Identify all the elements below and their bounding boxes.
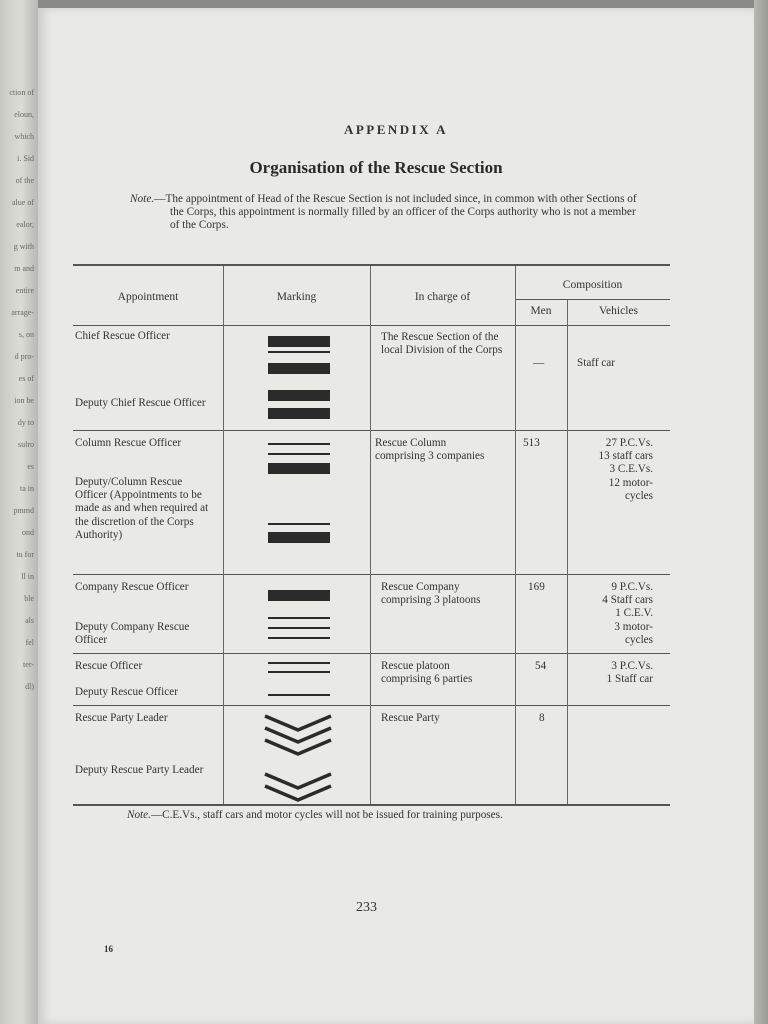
appointment-cell: Deputy/Column Rescue Officer (Appointments to be made as and when required at the discretion of the Corps Authority) xyxy=(75,476,209,541)
rank-bar xyxy=(268,363,330,374)
rank-stripe xyxy=(268,617,330,619)
left-page-fragment: entire xyxy=(15,286,34,295)
vehicles-cell xyxy=(569,581,653,647)
rank-stripe xyxy=(268,351,330,353)
in-charge-cell: The Rescue Section of the local Division of the Corps xyxy=(381,331,503,357)
left-page-fragment: m and xyxy=(14,264,34,273)
column-rule xyxy=(370,266,371,804)
rank-bar xyxy=(268,336,330,347)
left-page-fragment: ter- xyxy=(23,660,34,669)
left-page-fragment: which xyxy=(14,132,34,141)
vehicle-line: 13 staff cars xyxy=(598,450,653,463)
vehicle-line: cycles xyxy=(625,633,653,646)
organisation-table xyxy=(73,264,670,806)
left-page-fragment: dy to xyxy=(17,418,34,427)
header-men: Men xyxy=(530,305,552,317)
in-charge-cell: Rescue Column comprising 3 companies xyxy=(375,437,485,463)
note-text: —The appointment of Head of the Rescue Section is not included since, in common with other Sections of the Corps, this appointment is normally filled by an officer of the Corps authority who is not a member of the Corps. xyxy=(154,193,637,231)
appointment-cell: Column Rescue Officer xyxy=(75,437,182,449)
in-charge-cell: Rescue Party xyxy=(381,712,440,724)
chevron-triple-icon xyxy=(263,714,333,758)
book-page xyxy=(38,8,754,1024)
right-page-edge xyxy=(754,0,768,1024)
left-page-fragment: ta in xyxy=(20,484,34,493)
row-rule xyxy=(73,653,670,654)
left-page-fragment: eloun, xyxy=(14,110,34,119)
left-page-fragment: ble xyxy=(24,594,34,603)
header-rule xyxy=(73,325,670,326)
left-page-fragment: d pro- xyxy=(14,352,34,361)
column-rule xyxy=(223,266,224,804)
rank-stripe xyxy=(268,671,330,673)
row-rule xyxy=(73,430,670,431)
left-page-fragment: dl) xyxy=(25,682,34,691)
left-page-fragment: ond xyxy=(22,528,34,537)
vehicle-line: 12 motor- xyxy=(608,476,653,489)
left-page-fragment: of the xyxy=(15,176,34,185)
page-title: Organisation of the Rescue Section xyxy=(249,158,503,177)
left-page-fragment: g with xyxy=(13,242,34,251)
rank-bar xyxy=(268,463,330,474)
men-cell: 8 xyxy=(539,712,545,724)
appointment-cell: Rescue Party Leader xyxy=(75,712,168,724)
men-cell: 513 xyxy=(523,437,540,449)
vehicle-line: 9 P.C.Vs. xyxy=(611,581,653,593)
appointment-cell: Chief Rescue Officer xyxy=(75,330,170,342)
appointment-cell: Deputy Rescue Party Leader xyxy=(75,764,204,776)
header-composition: Composition xyxy=(562,279,623,291)
header-in-charge-of: In charge of xyxy=(414,291,471,303)
left-page-fragment: es of xyxy=(18,374,34,383)
rank-stripe xyxy=(268,694,330,696)
appointment-cell: Company Rescue Officer xyxy=(75,581,189,593)
bottom-note xyxy=(127,809,503,821)
vehicle-line: 27 P.C.Vs. xyxy=(605,437,653,449)
column-rule xyxy=(515,266,516,804)
vehicle-line: 4 Staff cars xyxy=(602,594,653,607)
left-page-fragment: als xyxy=(25,616,34,625)
left-page-fragment: ealor, xyxy=(16,220,34,229)
vehicle-line: 3 motor- xyxy=(614,620,653,633)
in-charge-cell: Rescue Company comprising 3 platoons xyxy=(381,581,481,607)
rank-bar xyxy=(268,590,330,601)
signature-mark: 16 xyxy=(104,944,113,954)
note-label: Note. xyxy=(127,809,151,821)
table-bottom-rule xyxy=(73,804,670,806)
table-top-rule xyxy=(73,264,670,266)
appointment-cell: Rescue Officer xyxy=(75,660,143,672)
header-appointment: Appointment xyxy=(117,291,179,303)
men-cell: 169 xyxy=(528,581,545,593)
left-page-fragment: arrage- xyxy=(11,308,34,317)
rank-stripe xyxy=(268,453,330,455)
left-page-fragment: ion be xyxy=(14,396,34,405)
rank-bar xyxy=(268,532,330,543)
left-page-edge xyxy=(0,0,38,1024)
men-cell: 54 xyxy=(535,660,547,672)
vehicles-cell: Staff car xyxy=(577,357,615,369)
vehicles-cell xyxy=(569,660,653,686)
in-charge-cell: Rescue platoon comprising 6 parties xyxy=(381,660,473,686)
vehicle-line: 3 C.E.Vs. xyxy=(609,463,653,476)
left-page-fragment: pmmd xyxy=(13,506,34,515)
note-label: Note. xyxy=(130,193,155,205)
header-marking: Marking xyxy=(276,291,317,303)
appointment-cell: Deputy Chief Rescue Officer xyxy=(75,397,206,409)
appendix-title: APPENDIX A xyxy=(343,122,449,137)
note-text: —C.E.Vs., staff cars and motor cycles will not be issued for training purposes. xyxy=(150,809,503,821)
rank-stripe xyxy=(268,627,330,629)
rank-bar xyxy=(268,408,330,419)
vehicles-cell xyxy=(569,437,653,503)
left-page-fragment: fel xyxy=(25,638,34,647)
rank-stripe xyxy=(268,523,330,525)
top-note xyxy=(130,193,638,232)
rank-bar xyxy=(268,390,330,401)
rank-stripe xyxy=(268,443,330,445)
composition-rule xyxy=(515,299,670,300)
left-page-fragment: s, on xyxy=(18,330,34,339)
page-number: 233 xyxy=(356,900,377,915)
left-page-fragment: i. Sid xyxy=(17,154,34,163)
column-rule xyxy=(567,300,568,804)
vehicle-line: cycles xyxy=(625,489,653,502)
left-page-fragment: es xyxy=(27,462,34,471)
left-page-fragment: tu for xyxy=(16,550,34,559)
left-page-fragment: ction of xyxy=(9,88,34,97)
rank-stripe xyxy=(268,637,330,639)
row-rule xyxy=(73,705,670,706)
vehicle-line: 1 C.E.V. xyxy=(615,607,653,620)
header-vehicles: Vehicles xyxy=(599,305,638,317)
vehicle-line: 1 Staff car xyxy=(606,673,653,686)
men-cell: — xyxy=(533,357,545,369)
chevron-double-icon xyxy=(263,770,333,804)
rank-stripe xyxy=(268,662,330,664)
left-page-fragment: sulro xyxy=(18,440,34,449)
left-page-fragment: alue of xyxy=(12,198,34,207)
left-page-fragment: ll in xyxy=(21,572,34,581)
vehicle-line: 3 P.C.Vs. xyxy=(611,660,653,672)
appointment-cell: Deputy Rescue Officer xyxy=(75,686,178,698)
row-rule xyxy=(73,574,670,575)
appointment-cell: Deputy Company Rescue Officer xyxy=(75,621,190,647)
